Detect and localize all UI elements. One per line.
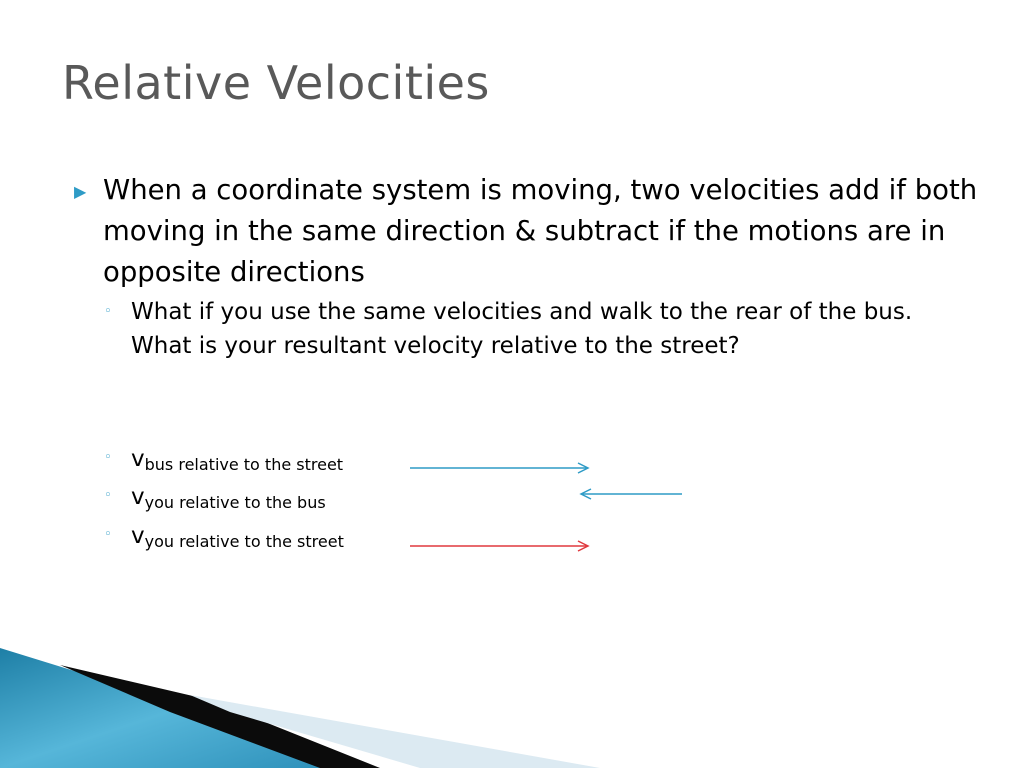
circle-bullet-icon: ◦ [104, 527, 112, 542]
slide-title: Relative Velocities [62, 56, 490, 110]
velocity-symbol: v [131, 484, 145, 510]
velocity-subscript: you relative to the street [144, 532, 344, 551]
main-bullet-text: When a coordinate system is moving, two velocities add if both moving in the same direction & subtract if the motions are in opposite directions [103, 174, 978, 288]
sub-bullet-text: What if you use the same velocities and walk to the rear of the bus. What is your resultant velocity relative to the street? [131, 299, 913, 359]
circle-bullet-icon: ◦ [104, 304, 112, 319]
circle-bullet-icon: ◦ [104, 450, 112, 465]
triangle-bullet-icon: ▶ [74, 182, 87, 201]
velocity-symbol: v [131, 523, 145, 549]
velocity-subscript: you relative to the bus [144, 493, 326, 512]
velocity-subscript: bus relative to the street [144, 455, 344, 474]
velocity-symbol: v [131, 446, 145, 472]
circle-bullet-icon: ◦ [104, 488, 112, 503]
